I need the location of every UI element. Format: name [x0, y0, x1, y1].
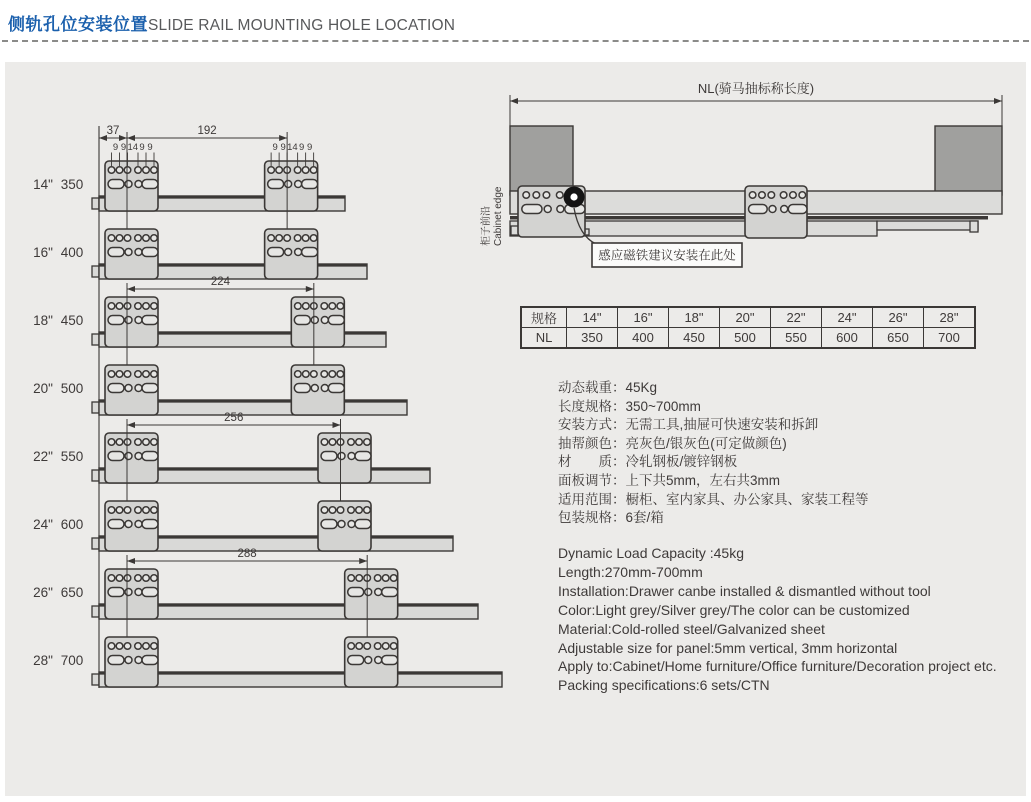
screw-hole [285, 249, 292, 256]
slot-hole [294, 316, 310, 325]
mounting-bracket [318, 433, 371, 483]
screw-hole [135, 371, 142, 378]
rail-hook [970, 221, 978, 232]
rail-end-cap [92, 402, 99, 413]
screw-hole [108, 235, 115, 242]
screw-hole [143, 371, 150, 378]
row-size-label: 16" [33, 245, 53, 260]
screw-hole [356, 507, 363, 514]
slot-hole [108, 384, 124, 393]
size-table-header-cell: 28" [924, 307, 976, 328]
size-table-value-cell: 600 [822, 328, 873, 349]
screw-hole [295, 181, 302, 188]
screw-hole [544, 206, 551, 213]
row-length-label: 450 [60, 313, 84, 328]
screw-hole [303, 371, 310, 378]
cabinet-panel-right [935, 126, 1002, 195]
screw-hole [108, 371, 115, 378]
slot-hole [142, 588, 158, 597]
specs-english [558, 544, 997, 695]
dimension-arrow [359, 558, 367, 564]
spec-line-en: Length:270mm-700mm [558, 563, 703, 580]
screw-hole [557, 206, 564, 213]
screw-hole [321, 303, 328, 310]
screw-hole [135, 575, 142, 582]
screw-hole [382, 575, 389, 582]
screw-hole [294, 235, 301, 242]
screw-hole [143, 167, 150, 174]
screw-hole [135, 317, 142, 324]
screw-hole [135, 643, 142, 650]
screw-hole [375, 657, 382, 664]
screw-hole [768, 192, 775, 199]
dimension-arrow [127, 558, 135, 564]
screw-hole [116, 371, 123, 378]
screw-hole [125, 249, 132, 256]
cabinet-edge-label-en: Cabinet edge [493, 186, 504, 246]
size-table-row [521, 307, 975, 328]
slot-hole [108, 452, 124, 461]
dimension-arrow [306, 286, 314, 292]
screw-hole [143, 507, 150, 514]
screw-hole [116, 439, 123, 446]
size-table-value-cell: 450 [669, 328, 720, 349]
dimension-value: 192 [197, 125, 217, 137]
size-table-value-cell: 550 [771, 328, 822, 349]
screw-hole [364, 643, 371, 650]
screw-hole [321, 439, 328, 446]
size-table-header-cell: 20" [720, 307, 771, 328]
dimension-value: 37 [106, 125, 120, 137]
dimension-value: 224 [210, 276, 231, 288]
mounting-bracket [105, 569, 158, 619]
screw-hole [135, 439, 142, 446]
hole-dim-value: 9 [306, 142, 313, 153]
screw-hole [310, 167, 317, 174]
row-length-label: 700 [60, 653, 84, 668]
screw-hole [124, 643, 131, 650]
row-size-label: 28" [33, 653, 53, 668]
screw-hole [108, 439, 115, 446]
spec-line-cn: 长度规格：350~700mm [558, 398, 701, 414]
mounting-bracket [318, 501, 371, 551]
mounting-bracket [105, 501, 158, 551]
screw-hole [348, 575, 355, 582]
hole-dim-value: 9 [147, 142, 153, 153]
size-table-row [521, 328, 975, 349]
screw-hole [151, 167, 158, 174]
slot-hole [328, 316, 344, 325]
rail-end-cap [92, 266, 99, 277]
screw-hole [382, 643, 389, 650]
slot-hole [142, 520, 158, 529]
screw-hole [348, 453, 355, 460]
spec-line-cn: 包装规格：6套/箱 [558, 510, 664, 526]
screw-hole [125, 521, 132, 528]
screw-hole [294, 167, 301, 174]
row-size-label: 14" [33, 177, 53, 192]
screw-hole [356, 575, 363, 582]
size-table-header-cell: 16" [618, 307, 669, 328]
screw-hole [135, 521, 142, 528]
slot-hole [522, 205, 542, 214]
screw-hole [135, 453, 142, 460]
dimension-arrow [127, 286, 135, 292]
slot-hole [142, 248, 158, 257]
hole-dim-value: 14 [127, 142, 139, 153]
screw-hole [135, 589, 142, 596]
screw-hole [108, 167, 115, 174]
dimension-value: 256 [224, 412, 244, 424]
screw-hole [135, 249, 142, 256]
slot-hole [382, 588, 398, 597]
rail-end-cap [92, 674, 99, 685]
spec-line-en: Installation:Drawer canbe installed & dismantled without tool [558, 582, 931, 599]
screw-hole [338, 521, 345, 528]
rail-row [33, 276, 386, 374]
mounting-bracket [345, 569, 398, 619]
row-size-label: 26" [33, 585, 53, 600]
screw-hole [108, 643, 115, 650]
slot-hole [382, 656, 398, 665]
screw-hole [268, 167, 275, 174]
row-size-label: 18" [33, 313, 53, 328]
slot-hole [355, 520, 371, 529]
rail-row [33, 229, 367, 279]
screw-hole [311, 317, 318, 324]
screw-hole [348, 521, 355, 528]
mounting-bracket [105, 637, 158, 687]
screw-hole [302, 167, 309, 174]
screw-hole [276, 235, 283, 242]
slot-hole [108, 656, 124, 665]
mounting-bracket [265, 229, 318, 279]
screw-hole [365, 657, 372, 664]
screw-hole [337, 371, 344, 378]
screw-hole [375, 589, 382, 596]
rail-end-cap [92, 198, 99, 209]
screw-hole [125, 453, 132, 460]
screw-hole [337, 507, 344, 514]
slot-hole [142, 316, 158, 325]
screw-hole [337, 303, 344, 310]
screw-hole [364, 507, 371, 514]
dimension-arrow [333, 422, 341, 428]
screw-hole [135, 181, 142, 188]
slot-hole [268, 180, 284, 189]
slot-hole [108, 520, 124, 529]
rail-end-cap [92, 606, 99, 617]
screw-hole [556, 192, 563, 199]
slot-hole [108, 588, 124, 597]
screw-hole [356, 439, 363, 446]
screw-hole [302, 235, 309, 242]
dimension-arrow [127, 135, 135, 141]
mounting-bracket [745, 186, 807, 238]
spec-line-cn: 适用范围：橱柜、室内家具、办公家具、家装工程等 [558, 491, 869, 507]
row-length-label: 400 [60, 245, 84, 260]
row-length-label: 650 [60, 585, 84, 600]
screw-hole [295, 371, 302, 378]
screw-hole [125, 317, 132, 324]
screw-hole [781, 206, 788, 213]
row-length-label: 350 [60, 177, 84, 192]
screw-hole [348, 507, 355, 514]
screw-hole [124, 235, 131, 242]
screw-hole [116, 575, 123, 582]
dimension-arrow [127, 422, 135, 428]
row-length-label: 600 [60, 517, 84, 532]
slot-hole [108, 180, 124, 189]
screw-hole [143, 643, 150, 650]
screw-hole [151, 643, 158, 650]
screw-hole [321, 385, 328, 392]
slot-hole [142, 656, 158, 665]
screw-hole [295, 249, 302, 256]
screw-hole [295, 303, 302, 310]
hole-dim-value: 9 [139, 142, 145, 153]
spec-line-en: Packing specifications:6 sets/CTN [558, 677, 770, 694]
screw-hole [125, 385, 132, 392]
rail-row [33, 412, 430, 510]
spec-line-en: Material:Cold-rolled steel/Galvanized sheet [558, 620, 825, 637]
rail-row [33, 637, 502, 687]
screw-hole [151, 575, 158, 582]
screw-hole [268, 235, 275, 242]
spec-line-en: Adjustable size for panel:5mm vertical, 3mm horizontal [558, 639, 898, 656]
cabinet-edge-label-zh: 柜子前沿 [481, 206, 492, 246]
screw-hole [125, 589, 132, 596]
screw-hole [151, 303, 158, 310]
slot-hole [328, 384, 344, 393]
screw-hole [329, 303, 336, 310]
size-table-header-cell: 18" [669, 307, 720, 328]
slot-hole [108, 316, 124, 325]
screw-hole [303, 303, 310, 310]
dimension-arrow [279, 135, 287, 141]
hole-dim-value: 9 [112, 142, 119, 153]
slot-hole [348, 588, 364, 597]
hole-dim-value: 9 [272, 142, 278, 153]
screw-hole [135, 167, 142, 174]
screw-hole [143, 439, 150, 446]
page-title-en: SLIDE RAIL MOUNTING HOLE LOCATION [148, 17, 456, 34]
size-table-value-cell: 350 [567, 328, 618, 349]
rail-row [33, 548, 478, 646]
magnet-dot-center [570, 193, 577, 200]
screw-hole [151, 507, 158, 514]
screw-hole [143, 303, 150, 310]
screw-hole [116, 303, 123, 310]
row-size-label: 22" [33, 449, 53, 464]
screw-hole [759, 192, 766, 199]
spec-line-cn: 动态载重：45Kg [558, 380, 658, 395]
size-table-header-cell: 14" [567, 307, 618, 328]
screw-hole [116, 235, 123, 242]
screw-hole [285, 181, 292, 188]
mounting-bracket [105, 161, 158, 211]
screw-hole [135, 385, 142, 392]
hole-dim-value: 9 [280, 142, 286, 153]
mounting-bracket [105, 433, 158, 483]
screw-hole [799, 192, 806, 199]
rail-row [33, 365, 407, 415]
dimension-value: 288 [237, 548, 257, 560]
mounting-bracket [105, 297, 158, 347]
screw-hole [321, 507, 328, 514]
screw-hole [108, 575, 115, 582]
screw-hole [374, 643, 381, 650]
screw-hole [311, 371, 318, 378]
screw-hole [124, 507, 131, 514]
screw-hole [533, 192, 540, 199]
screw-hole [356, 643, 363, 650]
slot-hole [302, 180, 318, 189]
spec-line-cn: 材 质：冷轧钢板/镀锌钢板 [558, 454, 738, 470]
size-table-value-cell: 400 [618, 328, 669, 349]
screw-hole [321, 371, 328, 378]
screw-hole [790, 192, 797, 199]
inner-rail-extension [877, 221, 978, 230]
screw-hole [135, 657, 142, 664]
screw-hole [151, 235, 158, 242]
screw-hole [348, 439, 355, 446]
slot-hole [355, 452, 371, 461]
slot-hole [788, 205, 807, 214]
screw-hole [321, 317, 328, 324]
screw-hole [151, 439, 158, 446]
rail-end-cap [92, 334, 99, 345]
screw-hole [125, 657, 132, 664]
row-size-label: 24" [33, 517, 53, 532]
screw-hole [780, 192, 787, 199]
spec-line-en: Apply to:Cabinet/Home furniture/Office furniture/Decoration project etc. [558, 658, 997, 675]
hole-dim-value: 9 [120, 142, 127, 153]
screw-hole [329, 371, 336, 378]
screw-hole [135, 507, 142, 514]
spec-line-cn: 面板调节：上下共5mm，左右共3mm [558, 472, 780, 488]
screw-hole [364, 439, 371, 446]
mounting-bracket [291, 365, 344, 415]
screw-hole [311, 385, 318, 392]
screw-hole [338, 453, 345, 460]
size-table-value-cell: 500 [720, 328, 771, 349]
slot-hole [108, 248, 124, 257]
magnet-callout-text: 感应磁铁建议安装在此处 [598, 248, 736, 263]
screw-hole [390, 643, 397, 650]
screw-hole [125, 181, 132, 188]
assembly-diagram [479, 81, 1002, 267]
screw-hole [124, 371, 131, 378]
row-length-label: 500 [60, 381, 84, 396]
spec-line-en: Dynamic Load Capacity :45kg [558, 545, 744, 561]
size-table-value-cell: 650 [873, 328, 924, 349]
specs-chinese [558, 379, 869, 528]
screw-hole [135, 235, 142, 242]
rail-end-cap [92, 538, 99, 549]
nl-dimension-label: NL(骑马抽标称长度) [697, 81, 815, 96]
screw-hole [523, 192, 530, 199]
size-table-rowhead-cell: NL [521, 328, 567, 349]
rail-end-cap [92, 470, 99, 481]
slot-hole [142, 384, 158, 393]
mounting-bracket [345, 637, 398, 687]
slot-hole [749, 205, 768, 214]
spec-line-en: Color:Light grey/Silver grey/The color can be customized [558, 601, 910, 618]
size-table-header-cell: 26" [873, 307, 924, 328]
mounting-bracket [105, 365, 158, 415]
screw-hole [108, 303, 115, 310]
screw-hole [116, 643, 123, 650]
screw-hole [116, 167, 123, 174]
size-table-header-cell: 22" [771, 307, 822, 328]
size-table [520, 306, 976, 349]
screw-hole [365, 589, 372, 596]
slot-hole [302, 248, 318, 257]
screw-hole [374, 575, 381, 582]
slot-hole [294, 384, 310, 393]
screw-hole [151, 371, 158, 378]
screw-hole [749, 192, 756, 199]
row-length-label: 550 [60, 449, 84, 464]
size-table-value-cell: 700 [924, 328, 976, 349]
screw-hole [348, 643, 355, 650]
hole-dim-value: 14 [287, 142, 298, 153]
hole-dim-value: 9 [298, 142, 305, 153]
mounting-bracket [291, 297, 344, 347]
page-title-zh: 侧轨孔位安装位置 [8, 15, 148, 34]
cabinet-panel-left [510, 126, 573, 195]
size-table-header-cell: 24" [822, 307, 873, 328]
dimension-arrow [510, 98, 518, 104]
mounting-bracket [265, 161, 318, 211]
slot-hole [348, 656, 364, 665]
screw-hole [329, 507, 336, 514]
slot-hole [142, 452, 158, 461]
screw-hole [135, 303, 142, 310]
screw-hole [310, 235, 317, 242]
screw-hole [284, 235, 291, 242]
slot-hole [268, 248, 284, 257]
spec-line-cn: 抽帮颜色：亮灰色/银灰色(可定做颜色) [558, 435, 787, 451]
dimension-arrow [119, 135, 127, 141]
screw-hole [329, 439, 336, 446]
screw-hole [769, 206, 776, 213]
mounting-bracket [105, 229, 158, 279]
dimension-arrow [994, 98, 1002, 104]
slot-hole [321, 520, 337, 529]
screw-hole [390, 575, 397, 582]
screw-hole [143, 235, 150, 242]
screw-hole [543, 192, 550, 199]
screw-hole [276, 167, 283, 174]
slot-hole [142, 180, 158, 189]
screw-hole [143, 575, 150, 582]
screw-hole [116, 507, 123, 514]
screw-hole [108, 507, 115, 514]
row-size-label: 20" [33, 381, 53, 396]
spec-line-cn: 安装方式：无需工具,抽屉可快速安装和拆卸 [558, 417, 819, 433]
slot-hole [321, 452, 337, 461]
size-table-rowhead-cell: 规格 [521, 307, 567, 328]
rail-row [33, 501, 453, 551]
